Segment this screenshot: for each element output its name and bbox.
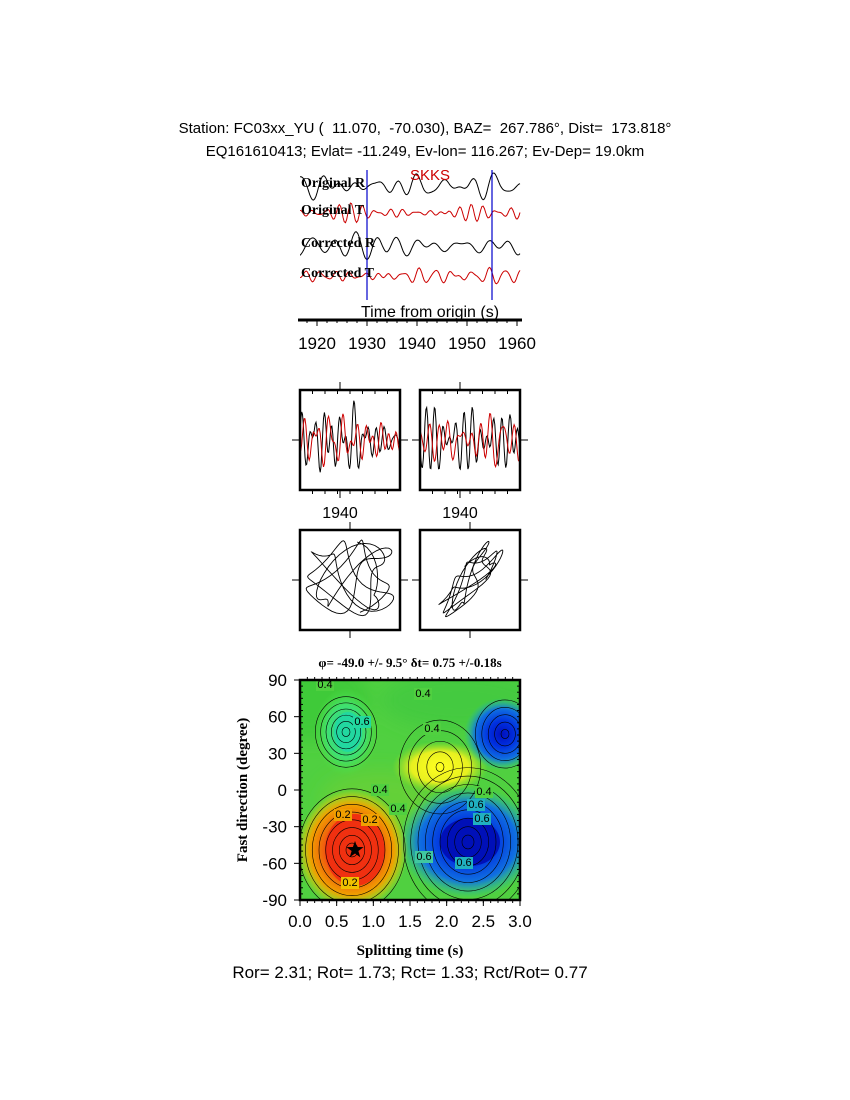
grid-ytick--60: -60 [262, 854, 287, 874]
contour-label-2: 0.4 [415, 688, 431, 700]
time-tick-1930: 1930 [348, 334, 386, 353]
particle-motion-original [300, 530, 400, 630]
grid-xtick-0.0: 0.0 [288, 912, 312, 931]
trace-label-2: Original T [301, 203, 365, 218]
grid-xlabel: Splitting time (s) [356, 943, 464, 959]
header-event: EQ161610413; Evlat= -11.249, Ev-lon= 116.267; Ev-Dep= 19.0km [205, 143, 645, 160]
time-tick-1960: 1960 [498, 334, 536, 353]
contour-label-11: 0.6 [474, 813, 490, 825]
time-tick-1940: 1940 [398, 334, 436, 353]
grid-ytick-30: 30 [268, 744, 287, 764]
contour-label-3: 0.4 [424, 723, 440, 735]
contour-label-14: 0.2 [342, 877, 358, 889]
waveform-panel-original [300, 390, 400, 490]
header-station: Station: FC03xx_YU ( 11.070, -70.030), BAZ= 267.786°, Dist= 173.818° [178, 120, 672, 137]
grid-xtick-1.5: 1.5 [398, 912, 422, 931]
trace-labels [301, 176, 376, 281]
time-axis-label: Time from origin (s) [360, 304, 500, 321]
grid-xtick-3.0: 3.0 [508, 912, 532, 931]
contour-label-4: 0.6 [354, 716, 370, 728]
grid-ytick--30: -30 [262, 817, 287, 837]
particle-motion-corrected [420, 530, 520, 630]
contour-label-9: 0.4 [476, 786, 492, 798]
energy-grid-heatmap [250, 660, 540, 910]
waveform-panel-corrected [420, 390, 520, 490]
contour-label-1: 0.4 [317, 679, 333, 691]
grid-title: φ= -49.0 +/- 9.5° δt= 0.75 +/-0.18s [318, 655, 502, 670]
waveform-tick-label-2: 1940 [442, 505, 478, 522]
grid-ylabel: Fast direction (degree) [235, 717, 251, 863]
phase-label: SKKS [409, 167, 451, 184]
trace-label-4: Corrected T [301, 266, 374, 281]
contour-label-8: 0.2 [362, 814, 378, 826]
time-tick-1950: 1950 [448, 334, 486, 353]
grid-ytick-60: 60 [268, 707, 287, 727]
waveform-tick-label-1: 1940 [322, 505, 358, 522]
contour-label-7: 0.2 [335, 809, 351, 821]
ratios-line: Ror= 2.31; Rot= 1.73; Rct= 1.33; Rct/Rot= 0.77 [232, 963, 588, 982]
time-axis [298, 320, 536, 353]
contour-label-12: 0.6 [416, 851, 432, 863]
grid-xtick-0.5: 0.5 [324, 912, 349, 931]
grid-xtick-2.0: 2.0 [434, 912, 459, 931]
grid-xtick-1.0: 1.0 [361, 912, 386, 931]
grid-ytick-0: 0 [277, 781, 287, 800]
contour-label-5: 0.4 [372, 784, 388, 796]
trace-label-1: Original R [301, 176, 366, 191]
grid-ytick-90: 90 [268, 671, 287, 690]
contour-label-10: 0.6 [468, 799, 484, 811]
trace-label-3: Corrected R [301, 236, 375, 251]
grid-xtick-2.5: 2.5 [471, 912, 496, 931]
contour-label-13: 0.6 [456, 857, 472, 869]
time-tick-1920: 1920 [298, 334, 336, 353]
contour-label-6: 0.4 [390, 803, 406, 815]
grid-ytick--90: -90 [262, 891, 287, 910]
